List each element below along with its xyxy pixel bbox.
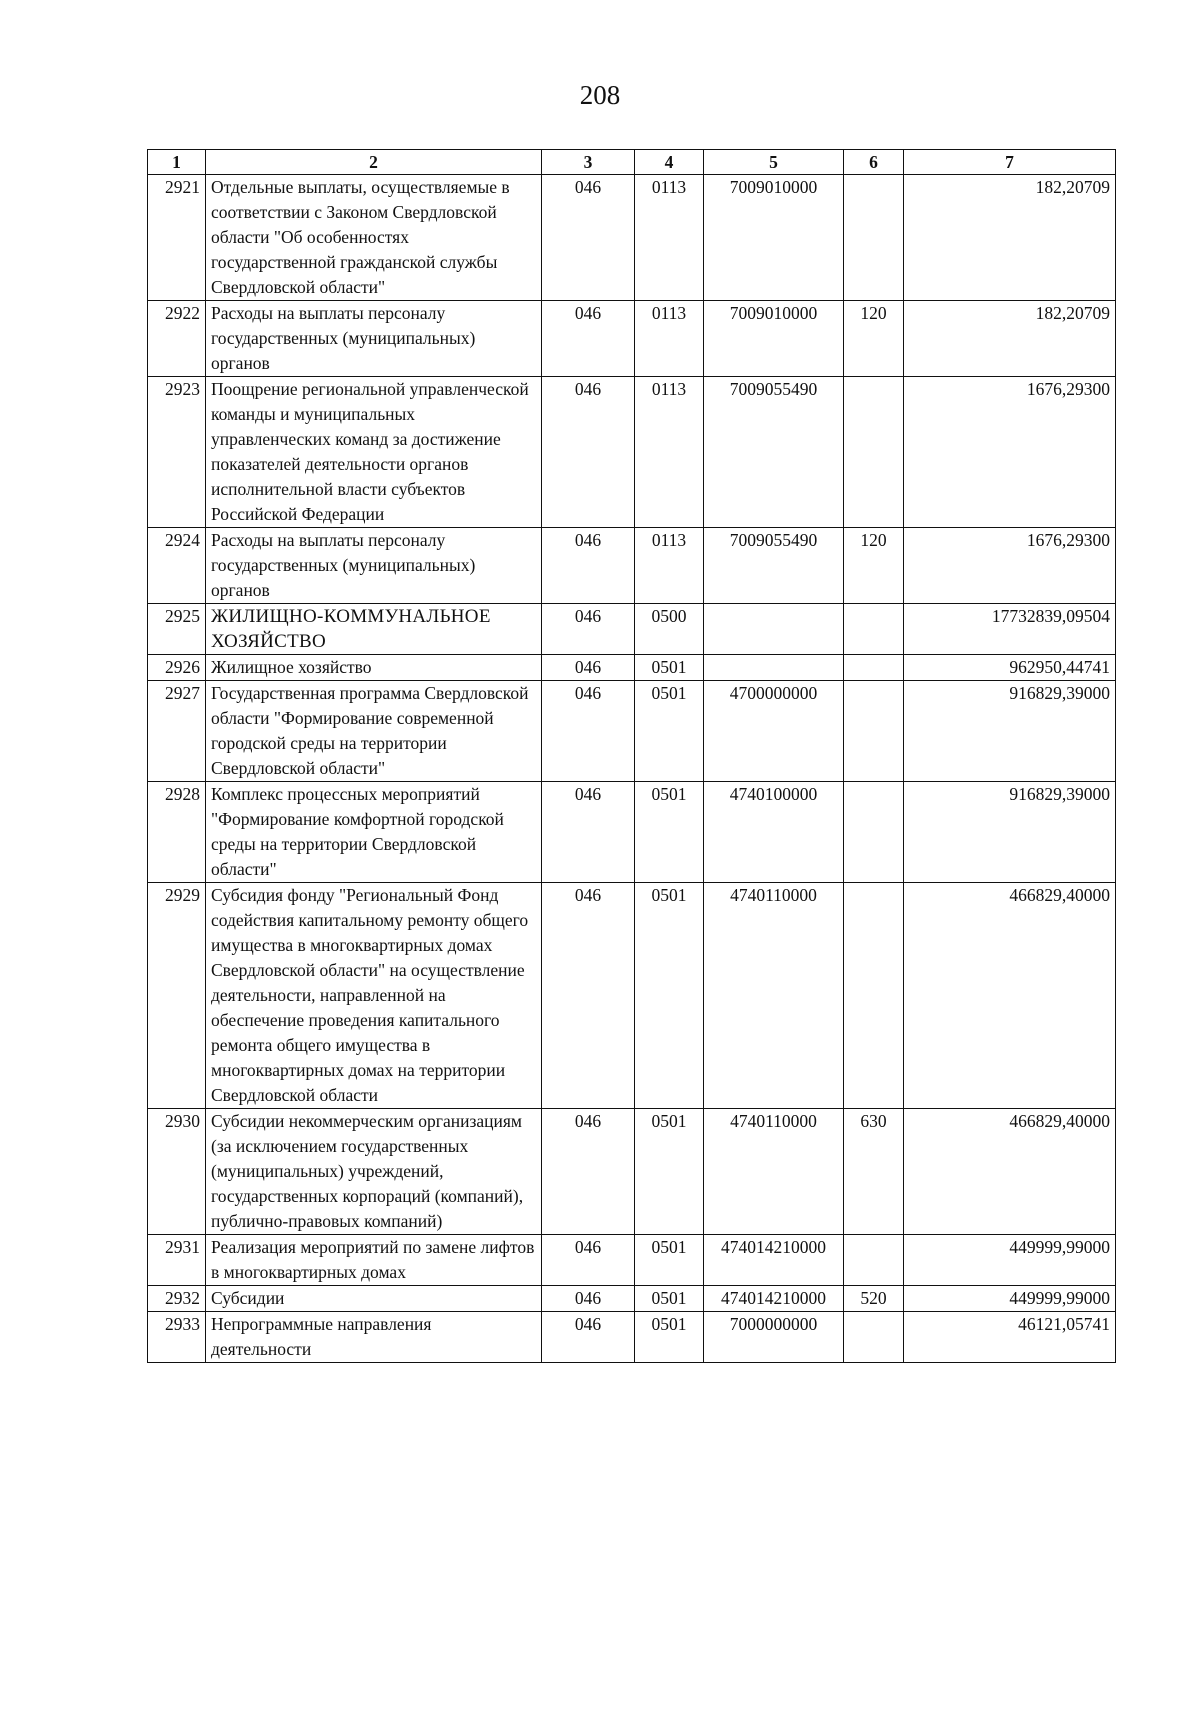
row-col5: 7009010000	[704, 175, 844, 301]
row-col4: 0501	[635, 1312, 704, 1363]
row-col3: 046	[542, 301, 635, 377]
row-name: ЖИЛИЩНО-КОММУНАЛЬНОЕ ХОЗЯЙСТВО	[206, 604, 542, 655]
row-col6	[844, 681, 904, 782]
page-number: 208	[579, 80, 621, 110]
col-header-6: 6	[844, 150, 904, 175]
table-row	[148, 1235, 1116, 1286]
row-amount: 17732839,09504	[904, 604, 1116, 655]
row-col4: 0113	[635, 175, 704, 301]
row-amount: 962950,44741	[904, 655, 1116, 681]
col-header-7: 7	[904, 150, 1116, 175]
row-number: 2929	[148, 883, 206, 1109]
row-col3: 046	[542, 1109, 635, 1235]
row-col5: 7000000000	[704, 1312, 844, 1363]
row-col5: 4740110000	[704, 1109, 844, 1235]
header-row	[148, 150, 1116, 175]
col-header-5: 5	[704, 150, 844, 175]
row-col5: 4700000000	[704, 681, 844, 782]
row-number: 2928	[148, 782, 206, 883]
row-col6: 630	[844, 1109, 904, 1235]
row-col3: 046	[542, 528, 635, 604]
row-name: Комплекс процессных мероприятий "Формирование комфортной городской среды на территории Свердловской области"	[206, 782, 542, 883]
row-col3: 046	[542, 655, 635, 681]
row-amount: 916829,39000	[904, 782, 1116, 883]
table-row	[148, 528, 1116, 604]
row-col5: 4740100000	[704, 782, 844, 883]
row-number: 2931	[148, 1235, 206, 1286]
row-number: 2930	[148, 1109, 206, 1235]
row-col6	[844, 782, 904, 883]
row-col5: 474014210000	[704, 1286, 844, 1312]
row-col6: 120	[844, 528, 904, 604]
row-col4: 0113	[635, 528, 704, 604]
row-col6	[844, 175, 904, 301]
row-col3: 046	[542, 883, 635, 1109]
row-number: 2926	[148, 655, 206, 681]
row-name: Расходы на выплаты персоналу государственных (муниципальных) органов	[206, 528, 542, 604]
row-name: Поощрение региональной управленческой команды и муниципальных управленческих команд за достижение показателей деятельности органов исполнительной власти субъектов Российской Федерации	[206, 377, 542, 528]
row-col4: 0113	[635, 301, 704, 377]
table-row	[148, 1109, 1116, 1235]
row-name: Непрограммные направления деятельности	[206, 1312, 542, 1363]
row-col3: 046	[542, 1235, 635, 1286]
row-number: 2933	[148, 1312, 206, 1363]
row-col4: 0501	[635, 782, 704, 883]
row-col4: 0501	[635, 1235, 704, 1286]
table-row	[148, 782, 1116, 883]
row-col6: 120	[844, 301, 904, 377]
row-name: Государственная программа Свердловской области "Формирование современной городской среды на территории Свердловской области"	[206, 681, 542, 782]
row-number: 2924	[148, 528, 206, 604]
table-row	[148, 175, 1116, 301]
row-name: Субсидии некоммерческим организациям (за исключением государственных (муниципальных) учреждений, государственных корпораций (компаний), публично-правовых компаний)	[206, 1109, 542, 1235]
row-col5: 7009010000	[704, 301, 844, 377]
row-col4: 0500	[635, 604, 704, 655]
col-header-4: 4	[635, 150, 704, 175]
row-amount: 182,20709	[904, 175, 1116, 301]
row-col5	[704, 655, 844, 681]
row-amount: 916829,39000	[904, 681, 1116, 782]
row-col3: 046	[542, 175, 635, 301]
row-col3: 046	[542, 377, 635, 528]
row-col4: 0501	[635, 681, 704, 782]
row-amount: 1676,29300	[904, 377, 1116, 528]
row-col6	[844, 1312, 904, 1363]
table-row	[148, 301, 1116, 377]
table-row	[148, 681, 1116, 782]
row-amount: 466829,40000	[904, 1109, 1116, 1235]
row-amount: 1676,29300	[904, 528, 1116, 604]
row-col4: 0501	[635, 655, 704, 681]
row-number: 2921	[148, 175, 206, 301]
row-number: 2922	[148, 301, 206, 377]
row-col6	[844, 655, 904, 681]
row-col6	[844, 1235, 904, 1286]
row-col4: 0501	[635, 883, 704, 1109]
row-amount: 466829,40000	[904, 883, 1116, 1109]
row-name: Отдельные выплаты, осуществляемые в соответствии с Законом Свердловской области "Об особенностях государственной гражданской службы Свердловской области"	[206, 175, 542, 301]
row-col5: 474014210000	[704, 1235, 844, 1286]
row-amount: 46121,05741	[904, 1312, 1116, 1363]
row-name: Жилищное хозяйство	[206, 655, 542, 681]
row-col4: 0501	[635, 1286, 704, 1312]
row-number: 2932	[148, 1286, 206, 1312]
col-header-2: 2	[206, 150, 542, 175]
row-col6	[844, 883, 904, 1109]
row-col6	[844, 377, 904, 528]
row-col3: 046	[542, 681, 635, 782]
row-col6	[844, 604, 904, 655]
table-row	[148, 1286, 1116, 1312]
row-col3: 046	[542, 1286, 635, 1312]
row-number: 2923	[148, 377, 206, 528]
table-row	[148, 655, 1116, 681]
row-col4: 0113	[635, 377, 704, 528]
row-number: 2925	[148, 604, 206, 655]
row-col4: 0501	[635, 1109, 704, 1235]
row-name: Реализация мероприятий по замене лифтов в многоквартирных домах	[206, 1235, 542, 1286]
row-amount: 449999,99000	[904, 1235, 1116, 1286]
row-name: Субсидия фонду "Региональный Фонд содействия капитальному ремонту общего имущества в многоквартирных домах Свердловской области" на осуществление деятельности, направленной на обеспечение проведения капитального ремонта общего имущества в многоквартирных домах на территории Свердловской области	[206, 883, 542, 1109]
row-col5	[704, 604, 844, 655]
row-col3: 046	[542, 1312, 635, 1363]
row-col6: 520	[844, 1286, 904, 1312]
table-row	[148, 883, 1116, 1109]
row-amount: 449999,99000	[904, 1286, 1116, 1312]
col-header-1: 1	[148, 150, 206, 175]
row-name: Субсидии	[206, 1286, 542, 1312]
table-row	[148, 1312, 1116, 1363]
col-header-3: 3	[542, 150, 635, 175]
row-col5: 4740110000	[704, 883, 844, 1109]
budget-table	[147, 149, 1116, 1363]
row-number: 2927	[148, 681, 206, 782]
table-row	[148, 377, 1116, 528]
row-amount: 182,20709	[904, 301, 1116, 377]
row-col3: 046	[542, 782, 635, 883]
row-col5: 7009055490	[704, 377, 844, 528]
table-row	[148, 604, 1116, 655]
row-col3: 046	[542, 604, 635, 655]
row-col5: 7009055490	[704, 528, 844, 604]
row-name: Расходы на выплаты персоналу государственных (муниципальных) органов	[206, 301, 542, 377]
